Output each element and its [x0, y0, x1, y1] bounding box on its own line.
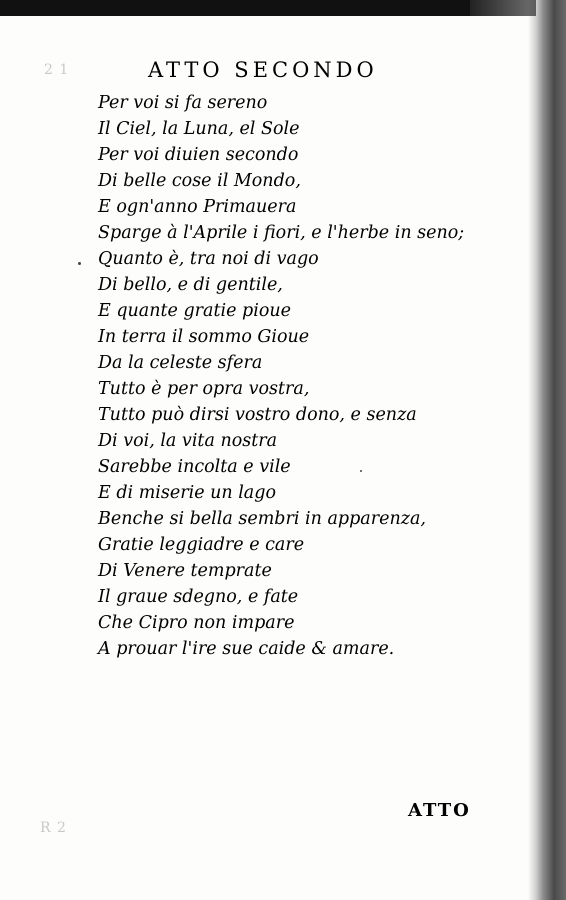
verse-line: Sarebbe incolta e vile — [98, 457, 291, 477]
verse-line: Da la celeste sfera — [98, 353, 263, 373]
verse-line: Per voi si fa sereno — [98, 93, 268, 113]
verse-line: Tutto è per opra vostra, — [98, 379, 310, 399]
gutter-shadow — [528, 0, 536, 900]
verse-line: E quante gratie pioue — [98, 301, 291, 321]
bleed-through-mark-bottom: R 2 — [40, 820, 67, 836]
verse-line: Di belle cose il Mondo, — [98, 171, 301, 191]
verse-line: Di voi, la vita nostra — [98, 431, 278, 451]
ink-speck — [360, 470, 362, 472]
verse-line: In terra il sommo Gioue — [98, 327, 310, 347]
ink-speck — [78, 262, 81, 265]
running-header: ATTO SECONDO — [148, 58, 378, 82]
verse-line: E di miserie un lago — [98, 483, 276, 503]
verse-line: Sparge à l'Aprile i fiori, e l'herbe in seno; — [98, 223, 465, 243]
verse-line: Di Venere temprate — [98, 561, 272, 581]
verse-line: Quanto è, tra noi di vago — [98, 249, 319, 269]
bleed-through-mark-top: 2 1 — [44, 62, 70, 78]
verse-line: Per voi diuien secondo — [98, 145, 299, 165]
book-spine — [536, 0, 566, 900]
verse-line: Di bello, e di gentile, — [98, 275, 283, 295]
verse-line: Che Cipro non impare — [98, 613, 295, 633]
verse-line: Tutto può dirsi vostro dono, e senza — [98, 405, 417, 425]
verse-line: Il Ciel, la Luna, el Sole — [98, 119, 300, 139]
verse-line: A prouar l'ire sue caide & amare. — [98, 639, 395, 659]
verse-line: Gratie leggiadre e care — [98, 535, 305, 555]
catchword: ATTO — [408, 800, 471, 821]
verse-line: E ogn'anno Primauera — [98, 197, 297, 217]
verse-line: Benche si bella sembri in apparenza, — [98, 509, 426, 529]
verse-line: Il graue sdegno, e fate — [98, 587, 299, 607]
verse-block — [98, 90, 464, 662]
